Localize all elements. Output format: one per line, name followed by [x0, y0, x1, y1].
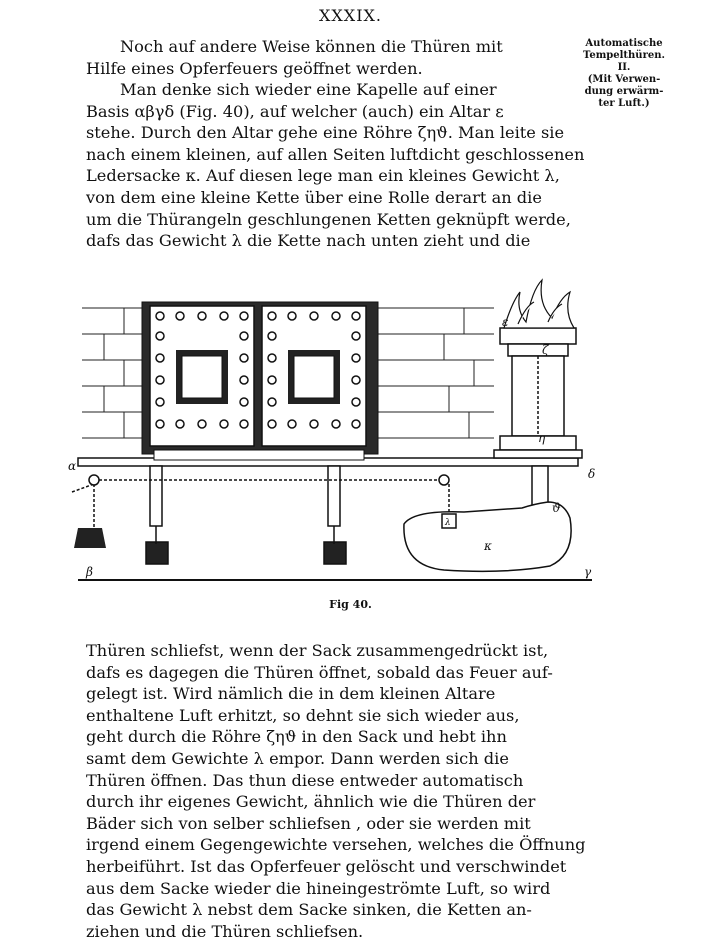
text-line: Bäder sich von selber schliefsen , oder sie werden mit	[86, 813, 531, 833]
text-line: Thüren schliefst, wenn der Sack zusammengedrückt ist,	[86, 641, 549, 660]
text-line: Basis αβγδ (Fig. 40), auf welcher (auch) ein Altar ε	[86, 101, 504, 121]
door-sill	[154, 450, 364, 460]
margin-note-line: dung erwärm-	[584, 86, 664, 97]
text-line: aus dem Sacke wieder die hineingeströmte Luft, so wird	[86, 878, 551, 898]
text-line: samt dem Gewichte λ empor. Dann werden sich die	[86, 748, 509, 768]
label-gamma: γ	[584, 565, 592, 579]
fire	[504, 280, 574, 328]
text-line: Noch auf andere Weise können die Thüren mit	[120, 37, 503, 56]
figure-drawing	[64, 262, 624, 592]
text-line: dafs das Gewicht λ die Kette nach unten zieht und die	[86, 231, 531, 251]
chains	[72, 480, 449, 528]
text-line: nach einem kleinen, auf allen Seiten luftdicht geschlossenen	[86, 144, 585, 164]
text-line: enthaltene Luft erhitzt, so dehnt sie sich wieder aus,	[86, 705, 520, 725]
margin-note-line: Tempelthüren.	[583, 50, 665, 61]
text-line: stehe. Durch den Altar gehe eine Röhre ζηϑ. Man leite sie	[86, 123, 565, 143]
pulley-left	[89, 475, 99, 485]
text-line: Hilfe eines Opferfeuers geöffnet werden.	[86, 58, 423, 78]
margin-note-line: (Mit Verwen-	[587, 74, 661, 85]
text-line: Man denke sich wieder eine Kapelle auf einer	[120, 80, 497, 99]
margin-note-line: Automatische	[585, 38, 663, 49]
paragraph-3	[86, 640, 606, 942]
text-line: Ledersacke κ. Auf diesen lege man ein kleines Gewicht λ,	[86, 166, 560, 186]
figure-caption: Fig 40.	[329, 598, 372, 611]
label-lambda: λ	[445, 518, 451, 528]
text-line: gelegt ist. Wird nämlich die in dem kleinen Altare	[86, 684, 496, 704]
counterweight	[74, 528, 106, 548]
label-zeta: ζ	[542, 343, 549, 357]
label-theta: ϑ	[552, 501, 561, 515]
figure-40	[64, 262, 624, 592]
margin-note-line: II.	[617, 62, 631, 73]
leather-sack	[404, 502, 571, 571]
label-eta: η	[538, 431, 546, 445]
text-line: das Gewicht λ nebst dem Sacke sinken, die Ketten an-	[86, 900, 532, 920]
page-number: XXXIX.	[319, 6, 382, 25]
text-line: um die Thürangeln geschlungenen Ketten geknüpft werde,	[86, 209, 571, 229]
text-line: irgend einem Gegengewichte versehen, welches die Öffnung	[86, 835, 586, 855]
paragraph-2	[86, 79, 606, 252]
text-line: durch ihr eigenes Gewicht, ähnlich wie die Thüren der	[86, 792, 536, 812]
text-line: herbeiführt. Ist das Opferfeuer gelöscht und verschwindet	[86, 856, 567, 876]
label-beta: β	[86, 565, 93, 579]
label-alpha: α	[68, 459, 77, 473]
pulley-right	[439, 475, 449, 485]
text-line: dafs es dagegen die Thüren öffnet, sobald das Feuer auf-	[86, 662, 553, 682]
text-line: geht durch die Röhre ζηϑ in den Sack und hebt ihn	[86, 727, 507, 747]
text-line: ziehen und die Thüren schliefsen.	[86, 921, 364, 941]
margin-note-line: ter Luft.)	[598, 98, 650, 109]
label-kappa: κ	[484, 539, 492, 553]
text-line: von dem eine kleine Kette über eine Rolle derart an die	[86, 187, 542, 207]
label-epsilon: ε	[502, 315, 509, 329]
temple-doors	[142, 302, 378, 454]
text-line: Thüren öffnen. Das thun diese entweder automatisch	[86, 770, 524, 790]
paragraph-1	[86, 36, 606, 79]
label-delta: δ	[588, 467, 596, 481]
pipe	[532, 466, 548, 506]
